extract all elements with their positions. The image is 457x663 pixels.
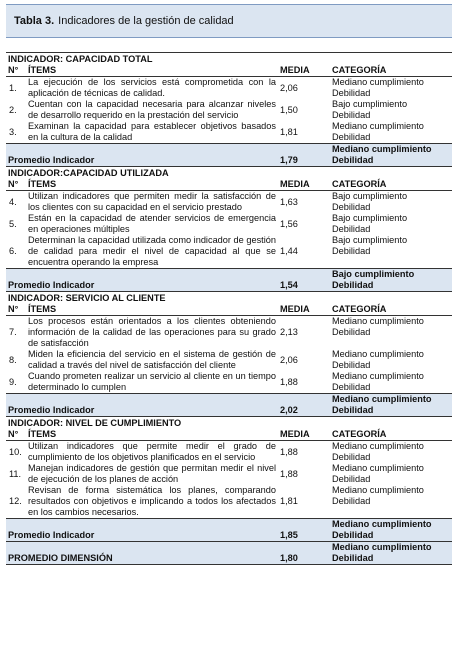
promedio-category — [330, 519, 452, 542]
item-text: Examinan la capacidad para establecer objetivos basados en la cultura de la calidad — [28, 121, 276, 142]
table-row — [6, 349, 452, 371]
promedio-media: 1,54 — [278, 269, 330, 292]
category-type: Debilidad — [332, 132, 371, 142]
item-category — [330, 316, 452, 350]
item-media: 1,88 — [280, 376, 298, 387]
item-media: 1,56 — [280, 218, 298, 229]
item-text: Revisan de forma sistemática los planes, comparando resultados con objetivos e implicando a todos los afectados en los cambios necesarios. — [28, 485, 276, 517]
table-row — [6, 441, 452, 464]
table-row — [6, 235, 452, 269]
category-level: Mediano cumplimiento — [332, 349, 424, 359]
item-number: 7. — [9, 327, 17, 337]
col-media-header: MEDIA — [278, 304, 330, 316]
item-text: Cuando prometen realizar un servicio al cliente en un tiempo determinado lo cumplen — [28, 371, 276, 392]
category-level: Mediano cumplimiento — [332, 316, 424, 326]
table-row — [6, 213, 452, 235]
promedio-category — [330, 542, 452, 565]
category-type: Debilidad — [332, 360, 371, 370]
category-level: Bajo cumplimiento — [332, 213, 408, 223]
indicators-table — [6, 52, 452, 565]
category-level: Mediano cumplimiento — [332, 371, 424, 381]
item-category — [330, 77, 452, 100]
col-num-header: N° — [6, 304, 26, 316]
item-number: 8. — [9, 354, 17, 365]
table-row — [6, 77, 452, 100]
promedio-row — [6, 394, 452, 417]
promedio-media: 1,85 — [278, 519, 330, 542]
item-text: Miden la eficiencia del servicio en el sistema de gestión de calidad a través del nivel de satisfacción del cliente — [28, 349, 276, 370]
table-row — [6, 485, 452, 519]
promedio-label: Promedio Indicador — [6, 394, 278, 417]
section-header — [6, 292, 452, 305]
item-text: Cuentan con la capacidad necesaria para alcanzar niveles de desarrollo requerido en la prestación del servicio — [28, 99, 276, 120]
item-media: 1,81 — [280, 496, 298, 506]
col-media-header: MEDIA — [278, 65, 330, 77]
category-level: Mediano cumplimiento — [332, 542, 432, 552]
category-type: Debilidad — [332, 530, 374, 540]
item-text: Utilizan indicadores que permiten medir la satisfacción de los clientes con su capacidad en el servicio prestado — [28, 191, 276, 212]
category-type: Debilidad — [332, 246, 371, 256]
col-num-header: N° — [6, 429, 26, 441]
column-header-row — [6, 304, 452, 316]
table-row — [6, 121, 452, 144]
category-type: Debilidad — [332, 382, 371, 392]
item-text: La ejecución de los servicios está comprometida con la aplicación de técnicas de calidad. — [28, 77, 276, 98]
item-category — [330, 441, 452, 464]
item-category — [330, 485, 452, 519]
item-number: 1. — [9, 82, 17, 93]
item-number: 11. — [9, 468, 22, 479]
category-type: Debilidad — [332, 452, 371, 462]
section-title: INDICADOR: SERVICIO AL CLIENTE — [6, 292, 452, 305]
table-figure — [6, 4, 452, 565]
col-media-header: MEDIA — [278, 429, 330, 441]
promedio-row — [6, 269, 452, 292]
category-level: Bajo cumplimiento — [332, 99, 408, 109]
table-row — [6, 371, 452, 394]
category-type: Debilidad — [332, 280, 374, 290]
column-header-row — [6, 179, 452, 191]
item-text: Determinan la capacidad utilizada como indicador de gestión de calidad para medir el nivel de capacidad al que se encuentra operando la empresa — [28, 235, 276, 267]
item-number: 9. — [9, 376, 17, 387]
item-category — [330, 213, 452, 235]
section-title: INDICADOR: NIVEL DE CUMPLIMIENTO — [6, 417, 452, 430]
promedio-category — [330, 269, 452, 292]
promedio-media: 1,79 — [278, 144, 330, 167]
promedio-row — [6, 144, 452, 167]
item-category — [330, 349, 452, 371]
item-media: 2,06 — [280, 354, 298, 365]
category-level: Mediano cumplimiento — [332, 121, 424, 131]
item-media: 1,88 — [280, 468, 298, 479]
item-number: 12. — [9, 496, 22, 506]
item-text: Están en la capacidad de atender servicios de emergencia en operaciones múltiples — [28, 213, 276, 234]
table-row — [6, 463, 452, 485]
category-level: Mediano cumplimiento — [332, 394, 432, 404]
promedio-label: PROMEDIO DIMENSIÓN — [6, 542, 278, 565]
item-category — [330, 191, 452, 214]
item-media: 1,63 — [280, 196, 298, 207]
category-type: Debilidad — [332, 110, 371, 120]
col-items-header: ÍTEMS — [26, 179, 278, 191]
section-header — [6, 167, 452, 180]
category-level: Mediano cumplimiento — [332, 519, 432, 529]
promedio-label: Promedio Indicador — [6, 269, 278, 292]
category-type: Debilidad — [332, 155, 374, 165]
category-type: Debilidad — [332, 553, 374, 563]
column-header-row — [6, 65, 452, 77]
category-type: Debilidad — [332, 496, 371, 506]
table-row — [6, 191, 452, 214]
col-categoria-header: CATEGORÍA — [330, 304, 452, 316]
item-media: 1,50 — [280, 104, 298, 115]
category-level: Bajo cumplimiento — [332, 191, 408, 201]
col-num-header: N° — [6, 179, 26, 191]
item-category — [330, 235, 452, 269]
col-media-header: MEDIA — [278, 179, 330, 191]
item-category — [330, 99, 452, 121]
category-type: Debilidad — [332, 327, 371, 337]
item-text: Utilizan indicadores que permite medir el grado de cumplimiento de los objetivos planificados en el servicio — [28, 441, 276, 462]
item-text: Los procesos están orientados a los clientes obteniendo información de la calidad de las operaciones para su grado de satisfacción — [28, 316, 276, 348]
item-number: 6. — [9, 246, 17, 256]
category-level: Bajo cumplimiento — [332, 269, 415, 279]
promedio-label: Promedio Indicador — [6, 144, 278, 167]
table-caption — [6, 4, 452, 38]
col-categoria-header: CATEGORÍA — [330, 179, 452, 191]
dimension-row — [6, 542, 452, 565]
item-media: 2,06 — [280, 82, 298, 93]
category-type: Debilidad — [332, 474, 371, 484]
item-category — [330, 121, 452, 144]
category-type: Debilidad — [332, 88, 371, 98]
promedio-media: 1,80 — [278, 542, 330, 565]
category-type: Debilidad — [332, 224, 371, 234]
item-category — [330, 371, 452, 394]
table-row — [6, 316, 452, 350]
promedio-media: 2,02 — [278, 394, 330, 417]
item-text: Manejan indicadores de gestión que permitan medir el nivel de ejecución de los planes de acción — [28, 463, 276, 484]
table-body — [6, 53, 452, 565]
item-media: 2,13 — [280, 327, 298, 337]
col-items-header: ÍTEMS — [26, 304, 278, 316]
item-number: 4. — [9, 196, 17, 207]
col-num-header: N° — [6, 65, 26, 77]
category-level: Mediano cumplimiento — [332, 463, 424, 473]
col-categoria-header: CATEGORÍA — [330, 65, 452, 77]
category-level: Mediano cumplimiento — [332, 441, 424, 451]
category-level: Bajo cumplimiento — [332, 235, 408, 245]
category-level: Mediano cumplimiento — [332, 144, 432, 154]
table-row — [6, 99, 452, 121]
col-items-header: ÍTEMS — [26, 65, 278, 77]
promedio-label: Promedio Indicador — [6, 519, 278, 542]
item-number: 3. — [9, 126, 17, 137]
category-type: Debilidad — [332, 202, 371, 212]
section-title: INDICADOR:CAPACIDAD UTILIZADA — [6, 167, 452, 180]
item-media: 1,88 — [280, 446, 298, 457]
category-level: Mediano cumplimiento — [332, 485, 424, 495]
col-categoria-header: CATEGORÍA — [330, 429, 452, 441]
category-type: Debilidad — [332, 405, 374, 415]
item-media: 1,44 — [280, 246, 298, 256]
col-items-header: ÍTEMS — [26, 429, 278, 441]
category-level: Mediano cumplimiento — [332, 77, 424, 87]
section-title: INDICADOR: CAPACIDAD TOTAL — [6, 53, 452, 66]
caption-gap — [6, 38, 452, 52]
item-number: 5. — [9, 218, 17, 229]
column-header-row — [6, 429, 452, 441]
promedio-category — [330, 394, 452, 417]
promedio-category — [330, 144, 452, 167]
promedio-row — [6, 519, 452, 542]
item-category — [330, 463, 452, 485]
section-header — [6, 417, 452, 430]
item-number: 2. — [9, 104, 17, 115]
section-header — [6, 53, 452, 66]
caption-label: Tabla 3. — [14, 15, 55, 27]
item-media: 1,81 — [280, 126, 298, 137]
item-number: 10. — [9, 446, 22, 457]
caption-title: Indicadores de la gestión de calidad — [58, 15, 234, 27]
